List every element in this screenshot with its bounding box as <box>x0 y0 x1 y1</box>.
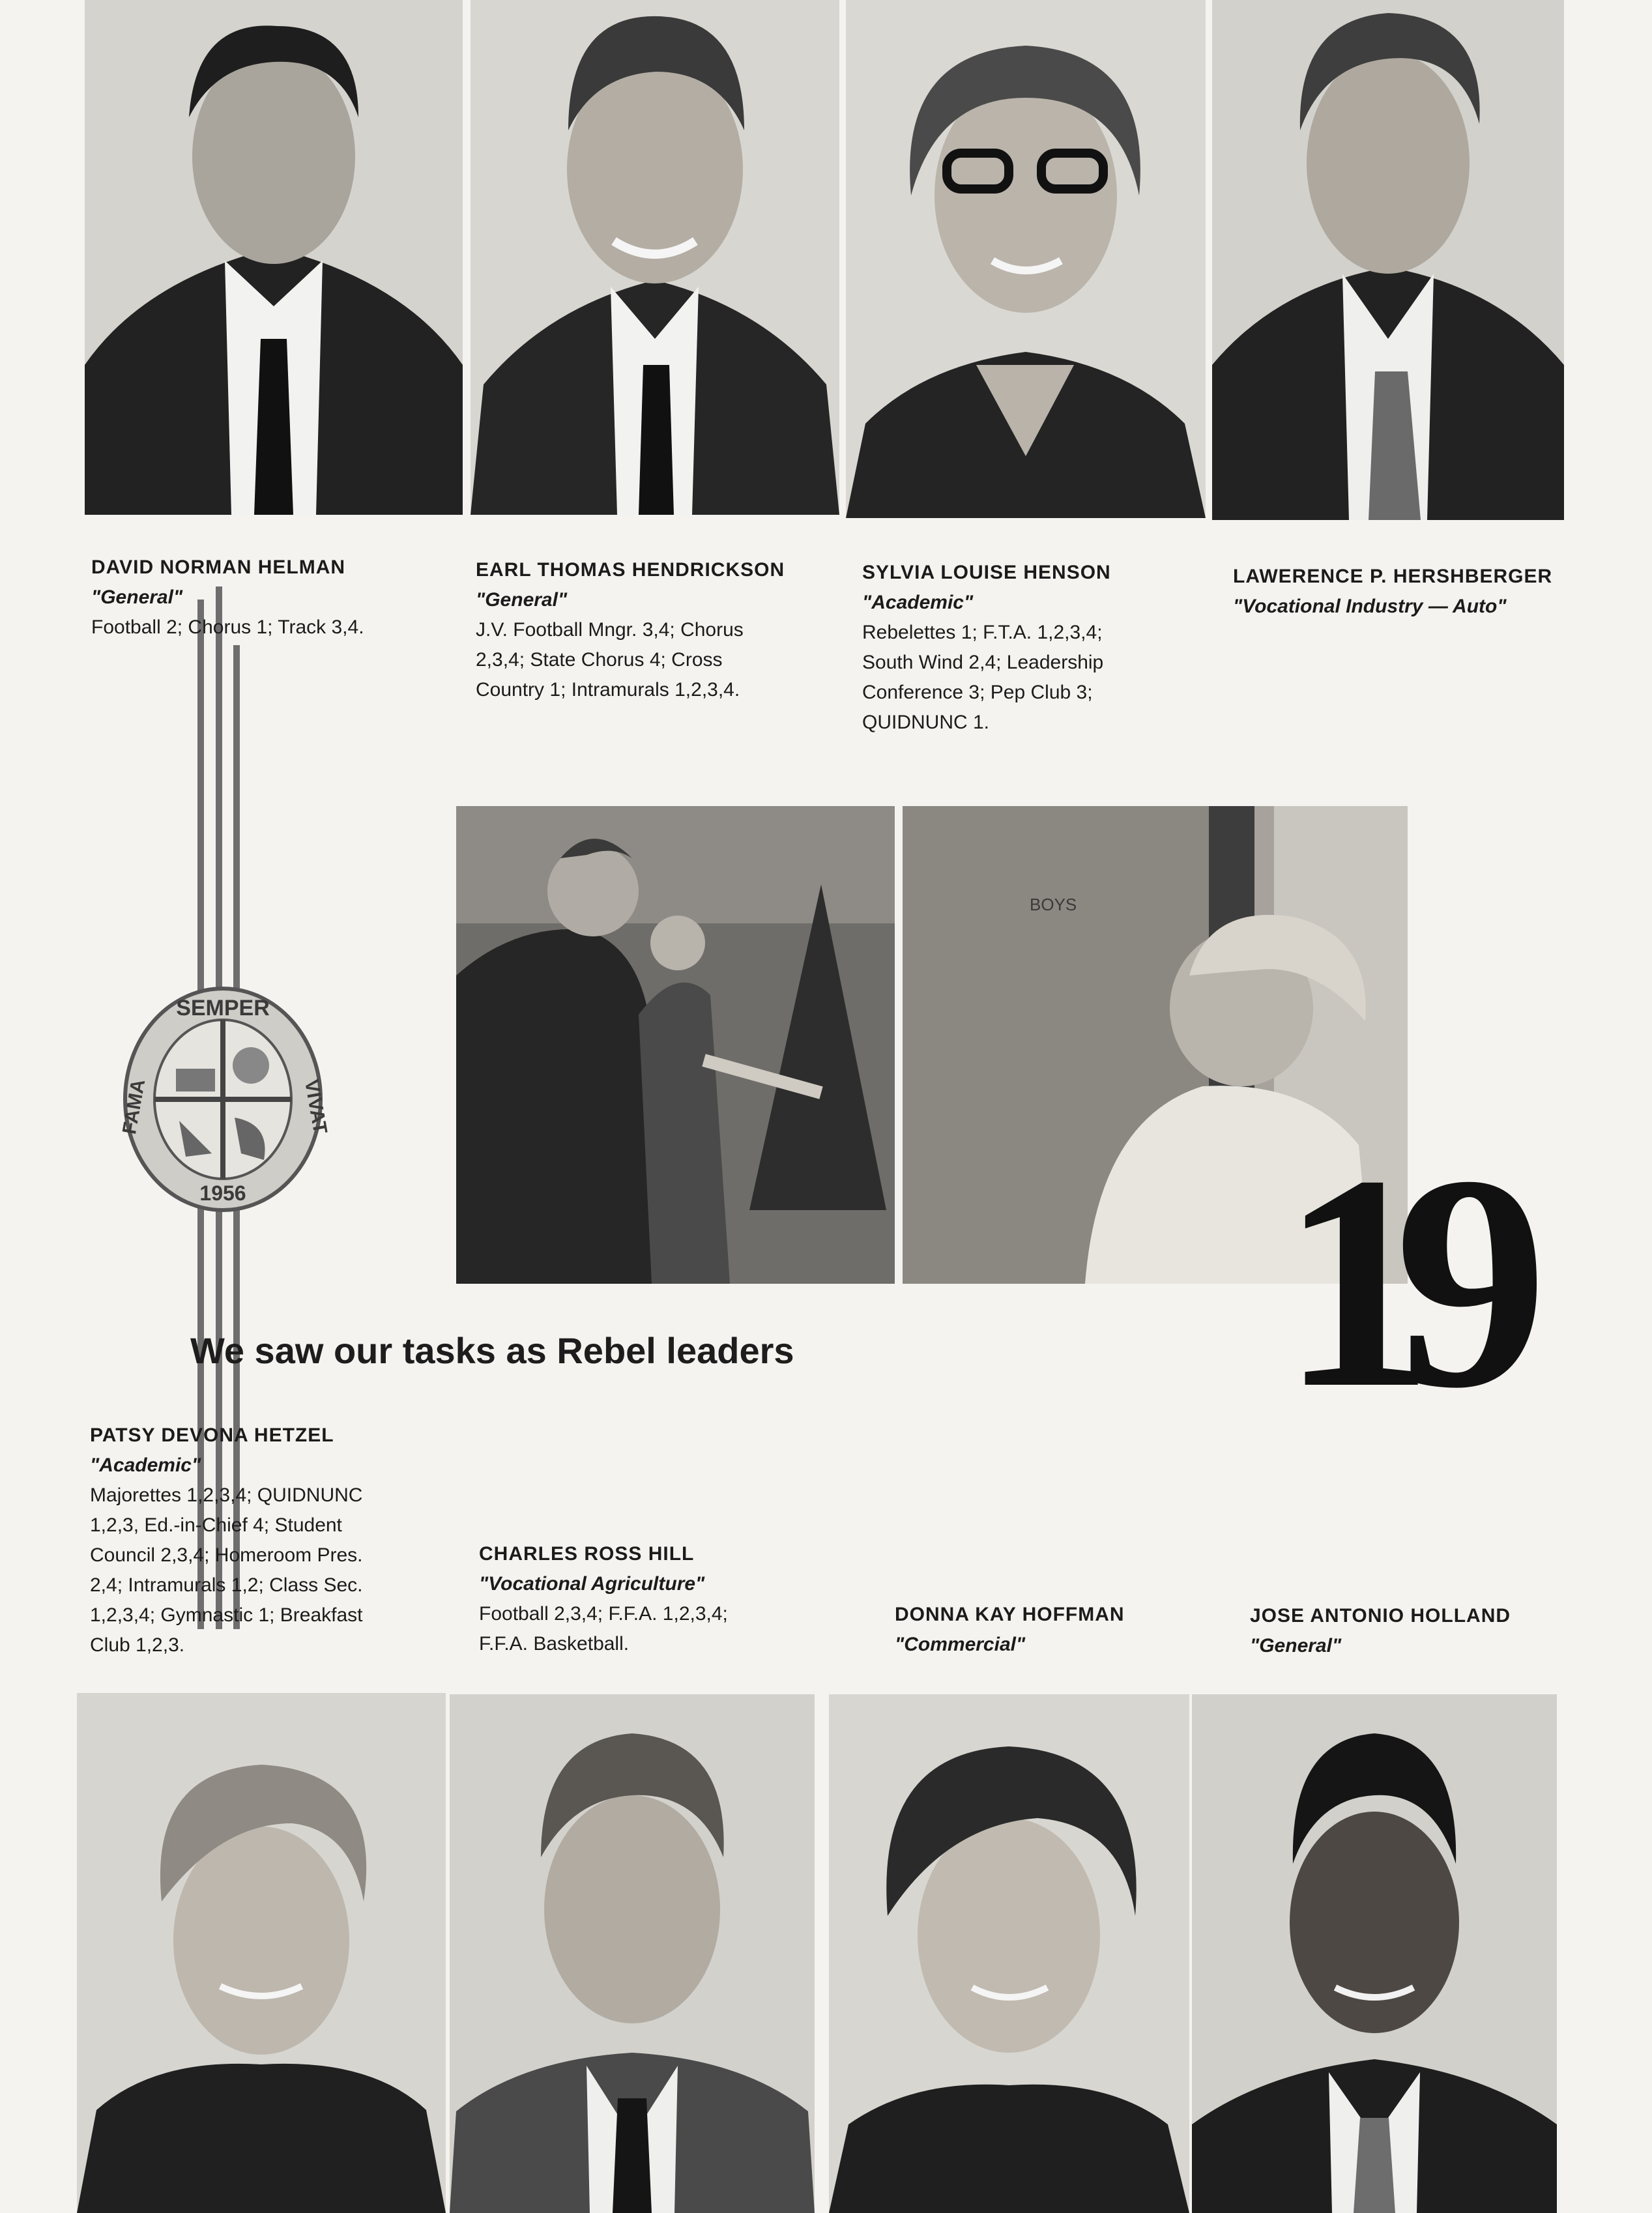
page-headline: We saw our tasks as Rebel leaders <box>190 1330 794 1371</box>
senior-activities: 1,2,3, Ed.-in-Chief 4; Student <box>90 1514 342 1536</box>
year-digits <box>1281 1111 1515 1451</box>
senior-track: "General" <box>476 589 568 611</box>
seal-motto-top: SEMPER <box>176 996 270 1020</box>
senior-activities: Football 2,3,4; F.F.A. 1,2,3,4; <box>479 1603 728 1625</box>
seal-motto-left: FAMA <box>119 1077 150 1136</box>
senior-name: PATSY DEVONA HETZEL <box>90 1425 334 1446</box>
senior-name: SYLVIA LOUISE HENSON <box>862 562 1111 583</box>
senior-track: "Vocational Industry — Auto" <box>1233 596 1507 617</box>
senior-name: LAWERENCE P. HERSHBERGER <box>1233 566 1553 587</box>
senior-activities: F.F.A. Basketball. <box>479 1633 630 1655</box>
year-digits-text: 19 <box>1281 1112 1509 1451</box>
senior-caption <box>1233 562 1572 622</box>
senior-activities: Council 2,3,4; Homeroom Pres. <box>90 1544 363 1566</box>
senior-caption <box>479 1539 805 1659</box>
senior-track: "Academic" <box>90 1454 201 1476</box>
portrait-photo <box>450 1694 815 2213</box>
senior-caption <box>862 558 1181 738</box>
senior-track: "Commercial" <box>895 1634 1026 1655</box>
portrait-photo <box>1212 0 1564 520</box>
portrait-photo <box>471 0 839 515</box>
candid-photo-christmas-tree <box>456 806 895 1284</box>
senior-caption <box>895 1600 1234 1660</box>
senior-track: "Vocational Agriculture" <box>479 1573 705 1595</box>
senior-activities: South Wind 2,4; Leadership <box>862 652 1104 673</box>
senior-activities: 1,2,3,4; Gymnastic 1; Breakfast <box>90 1604 363 1626</box>
senior-track: "Academic" <box>862 592 974 613</box>
door-sign: BOYS <box>1030 895 1077 914</box>
senior-activities: Rebelettes 1; F.T.A. 1,2,3,4; <box>862 622 1103 643</box>
senior-name: DONNA KAY HOFFMAN <box>895 1604 1125 1625</box>
senior-activities: 2,3,4; State Chorus 4; Cross <box>476 649 723 671</box>
senior-caption <box>90 1421 409 1660</box>
seal-year: 1956 <box>199 1181 246 1205</box>
senior-name: JOSE ANTONIO HOLLAND <box>1250 1605 1511 1627</box>
portrait-photo <box>846 0 1206 518</box>
senior-caption <box>1250 1601 1589 1661</box>
school-seal <box>119 984 331 1215</box>
senior-activities: Football 2; Chorus 1; Track 3,4. <box>91 616 364 638</box>
portrait-photo <box>85 0 463 515</box>
senior-track: "General" <box>91 586 183 608</box>
portrait-photo <box>829 1694 1189 2213</box>
senior-caption <box>91 553 430 643</box>
portrait-photo <box>77 1693 446 2213</box>
senior-name: EARL THOMAS HENDRICKSON <box>476 559 785 581</box>
senior-caption <box>476 555 795 705</box>
senior-name: CHARLES ROSS HILL <box>479 1543 695 1565</box>
senior-name: DAVID NORMAN HELMAN <box>91 557 346 578</box>
senior-activities: QUIDNUNC 1. <box>862 712 990 733</box>
senior-activities: Club 1,2,3. <box>90 1634 185 1656</box>
senior-activities: Majorettes 1,2,3,4; QUIDNUNC <box>90 1484 363 1506</box>
senior-activities: J.V. Football Mngr. 3,4; Chorus <box>476 619 744 641</box>
senior-track: "General" <box>1250 1635 1342 1656</box>
seal-motto-right: VIVAT <box>300 1078 331 1136</box>
senior-activities: 2,4; Intramurals 1,2; Class Sec. <box>90 1574 363 1596</box>
senior-activities: Conference 3; Pep Club 3; <box>862 682 1093 703</box>
portrait-photo <box>1192 1694 1557 2213</box>
senior-activities: Country 1; Intramurals 1,2,3,4. <box>476 679 740 701</box>
